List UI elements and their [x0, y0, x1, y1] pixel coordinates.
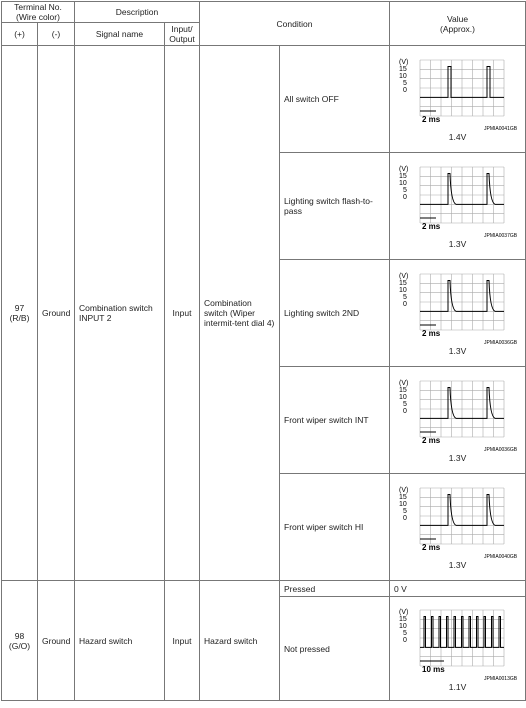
y-tick-label: 10: [398, 73, 407, 80]
time-scale-label: 2 ms: [421, 115, 440, 124]
figure-ref: JPMIA0013GB: [483, 675, 517, 682]
y-tick-label: 5: [402, 187, 407, 194]
condition-cell: Not pressed: [280, 597, 390, 701]
y-tick-label: 15: [398, 66, 407, 73]
y-unit-label: (V): [398, 273, 408, 280]
approx-voltage: 1.3V: [448, 346, 467, 356]
plus-header: (+): [2, 23, 38, 46]
y-unit-label: (V): [398, 608, 408, 616]
y-tick-label: 10: [398, 622, 407, 630]
condition-cell: Front wiper switch HI: [280, 474, 390, 581]
value-cell: [390, 367, 526, 474]
y-tick-label: 0: [402, 301, 407, 308]
time-scale-label: 2 ms: [421, 222, 440, 231]
time-scale-label: 2 ms: [421, 543, 440, 552]
description-header: Description: [75, 2, 200, 23]
y-tick-label: 10: [398, 287, 407, 294]
waveform-trace: [420, 616, 504, 647]
signal-name-cell: Hazard switch: [75, 581, 165, 701]
condition-group-cell: Hazard switch: [200, 581, 280, 701]
oscilloscope-waveform: [398, 606, 518, 682]
y-tick-label: 5: [402, 294, 407, 301]
terminal-minus-cell: Ground: [38, 46, 75, 581]
approx-voltage: 1.3V: [448, 560, 467, 570]
y-tick-label: 0: [402, 636, 407, 644]
y-tick-label: 15: [398, 494, 407, 501]
y-tick-label: 5: [402, 629, 407, 637]
figure-ref: JPMIA0036GB: [483, 447, 517, 453]
y-unit-label: (V): [398, 166, 408, 173]
oscilloscope-waveform: [398, 484, 518, 560]
time-scale-label: 2 ms: [421, 329, 440, 338]
condition-cell: Lighting switch flash-to-pass: [280, 153, 390, 260]
wire-color-label: (Wire color): [16, 12, 60, 22]
y-tick-label: 10: [398, 501, 407, 508]
io-cell: Input: [165, 46, 200, 581]
y-tick-label: 0: [402, 87, 407, 94]
time-scale-label: 2 ms: [421, 436, 440, 445]
value-cell: [390, 46, 526, 153]
figure-ref: JPMIA0040GB: [483, 554, 517, 560]
figure-ref: JPMIA0041GB: [483, 126, 517, 132]
condition-header: Condition: [200, 2, 390, 46]
figure-ref: JPMIA0036GB: [483, 340, 517, 346]
y-unit-label: (V): [398, 59, 408, 66]
condition-cell: Lighting switch 2ND: [280, 260, 390, 367]
y-tick-label: 0: [402, 194, 407, 201]
y-tick-label: 5: [402, 80, 407, 87]
oscilloscope-waveform: [398, 163, 518, 239]
terminal-no-label: Terminal No.: [14, 2, 62, 12]
condition-cell: All switch OFF: [280, 46, 390, 153]
y-tick-label: 10: [398, 180, 407, 187]
y-tick-label: 0: [402, 408, 407, 415]
oscilloscope-waveform: [398, 56, 518, 132]
approx-voltage: 1.4V: [448, 132, 467, 142]
input-output-header: Input/ Output: [165, 23, 200, 46]
condition-cell: Pressed: [280, 581, 390, 597]
y-unit-label: (V): [398, 380, 408, 387]
approx-voltage: 1.3V: [448, 239, 467, 249]
terminal-minus-cell: Ground: [38, 581, 75, 701]
y-tick-label: 0: [402, 515, 407, 522]
wire-color: (G/O): [8, 640, 31, 651]
terminal-plus-cell: [2, 46, 38, 581]
time-scale-label: 10 ms: [421, 664, 445, 674]
value-header: [390, 2, 526, 46]
y-tick-label: 5: [402, 401, 407, 408]
terminal-number: 97: [14, 303, 25, 313]
figure-ref: JPMIA0037GB: [483, 233, 517, 239]
y-tick-label: 5: [402, 508, 407, 515]
value-cell: [390, 153, 526, 260]
terminal-plus-cell: [2, 581, 38, 701]
table-row: [2, 581, 526, 597]
value-cell: 0 V: [390, 581, 526, 597]
condition-cell: Front wiper switch INT: [280, 367, 390, 474]
table-row: [2, 46, 526, 153]
terminal-number: 98: [14, 630, 25, 641]
approx-label: (Approx.): [440, 23, 475, 34]
signal-name-cell: Combination switch INPUT 2: [75, 46, 165, 581]
y-tick-label: 15: [398, 280, 407, 287]
terminal-no-header: [2, 2, 75, 23]
condition-group-cell: Combination switch (Wiper intermit-tent dial 4): [200, 46, 280, 581]
y-tick-label: 15: [398, 615, 407, 623]
value-cell: [390, 597, 526, 701]
value-label: Value: [446, 13, 469, 24]
signal-name-header: Signal name: [75, 23, 165, 46]
value-cell: [390, 260, 526, 367]
terminal-spec-table: [1, 1, 526, 701]
approx-voltage: 1.3V: [448, 453, 467, 463]
y-tick-label: 10: [398, 394, 407, 401]
y-unit-label: (V): [398, 487, 408, 494]
oscilloscope-waveform: [398, 270, 518, 346]
y-tick-label: 15: [398, 173, 407, 180]
approx-voltage: 1.1V: [448, 681, 467, 692]
io-cell: Input: [165, 581, 200, 701]
value-cell: [390, 474, 526, 581]
y-tick-label: 15: [398, 387, 407, 394]
minus-header: (-): [38, 23, 75, 46]
oscilloscope-waveform: [398, 377, 518, 453]
wire-color: (R/B): [9, 313, 30, 323]
